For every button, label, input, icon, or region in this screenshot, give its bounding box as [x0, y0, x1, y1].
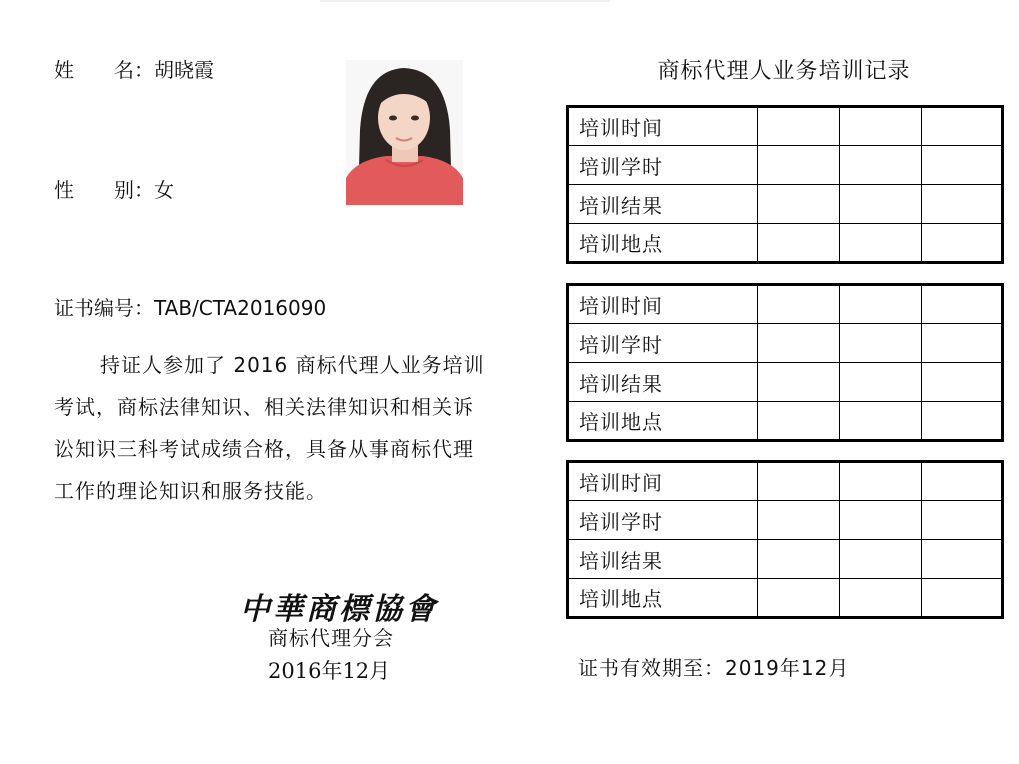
statement-paragraph — [54, 344, 490, 512]
row-label: 培训结果 — [568, 185, 758, 224]
validity-row — [578, 652, 849, 681]
name-label: 姓 名： — [54, 58, 154, 82]
table-cell — [922, 107, 1003, 146]
table-cell — [758, 462, 840, 501]
table-cell — [758, 107, 840, 146]
table-cell — [922, 324, 1003, 363]
table-row — [568, 540, 1003, 579]
gender-value: 女 — [154, 178, 174, 202]
table-cell — [840, 462, 922, 501]
table-cell — [922, 579, 1003, 618]
table-row — [568, 146, 1003, 185]
row-label: 培训时间 — [568, 285, 758, 324]
name-value: 胡晓霞 — [154, 58, 214, 82]
table-row — [568, 579, 1003, 618]
table-cell — [922, 285, 1003, 324]
table-cell — [758, 540, 840, 579]
row-label: 培训时间 — [568, 107, 758, 146]
table-cell — [758, 579, 840, 618]
statement-text: 持证人参加了 2016 商标代理人业务培训考试，商标法律知识、相关法律知识和相关诉讼知识三科考试成绩合格，具备从事商标代理工作的理论知识和服务技能。 — [54, 353, 485, 503]
gender-row — [54, 174, 174, 203]
row-label: 培训地点 — [568, 579, 758, 618]
table-cell — [922, 540, 1003, 579]
training-table-2 — [566, 283, 1004, 442]
table-row — [568, 501, 1003, 540]
table-cell — [758, 185, 840, 224]
table-row — [568, 402, 1003, 441]
table-cell — [840, 501, 922, 540]
table-row — [568, 185, 1003, 224]
table-cell — [922, 402, 1003, 441]
table-row — [568, 363, 1003, 402]
table-row — [568, 462, 1003, 501]
row-label: 培训地点 — [568, 402, 758, 441]
table-cell — [840, 363, 922, 402]
table-row — [568, 224, 1003, 263]
validity-date: 2019年12月 — [725, 656, 850, 680]
table-cell — [840, 185, 922, 224]
table-cell — [840, 146, 922, 185]
table-cell — [922, 224, 1003, 263]
table-cell — [840, 324, 922, 363]
row-label: 培训学时 — [568, 146, 758, 185]
row-label: 培训时间 — [568, 462, 758, 501]
training-table-3 — [566, 460, 1004, 619]
validity-label: 证书有效期至： — [578, 656, 725, 680]
table-cell — [922, 146, 1003, 185]
top-edge-line — [320, 0, 610, 2]
table-cell — [922, 501, 1003, 540]
table-cell — [758, 402, 840, 441]
issue-date: 2016年12月 — [268, 659, 391, 683]
table-cell — [758, 146, 840, 185]
table-row — [568, 107, 1003, 146]
table-cell — [922, 363, 1003, 402]
table-cell — [758, 324, 840, 363]
table-cell — [758, 224, 840, 263]
table-cell — [840, 285, 922, 324]
cert-no-value: TAB/CTA2016090 — [154, 296, 327, 320]
row-label: 培训地点 — [568, 224, 758, 263]
row-label: 培训学时 — [568, 324, 758, 363]
table-cell — [840, 579, 922, 618]
portrait-image — [346, 60, 463, 205]
row-label: 培训学时 — [568, 501, 758, 540]
holder-photo — [346, 60, 463, 205]
table-cell — [840, 224, 922, 263]
training-table-1 — [566, 105, 1004, 264]
row-label: 培训结果 — [568, 363, 758, 402]
table-cell — [758, 363, 840, 402]
gender-label: 性 别： — [54, 178, 154, 202]
table-cell — [840, 107, 922, 146]
training-record-title: 商标代理人业务培训记录 — [657, 59, 911, 84]
name-row — [54, 54, 214, 83]
table-cell — [922, 462, 1003, 501]
table-row — [568, 285, 1003, 324]
table-cell — [758, 285, 840, 324]
table-row — [568, 324, 1003, 363]
certificate-number-row — [54, 292, 326, 321]
issuer-branch: 商标代理分会 — [268, 626, 394, 650]
row-label: 培训结果 — [568, 540, 758, 579]
table-cell — [922, 185, 1003, 224]
issuer-calligraphy: 中華商標協會 — [240, 592, 438, 627]
table-cell — [758, 501, 840, 540]
table-cell — [840, 540, 922, 579]
cert-no-label: 证书编号： — [54, 296, 154, 320]
table-cell — [840, 402, 922, 441]
